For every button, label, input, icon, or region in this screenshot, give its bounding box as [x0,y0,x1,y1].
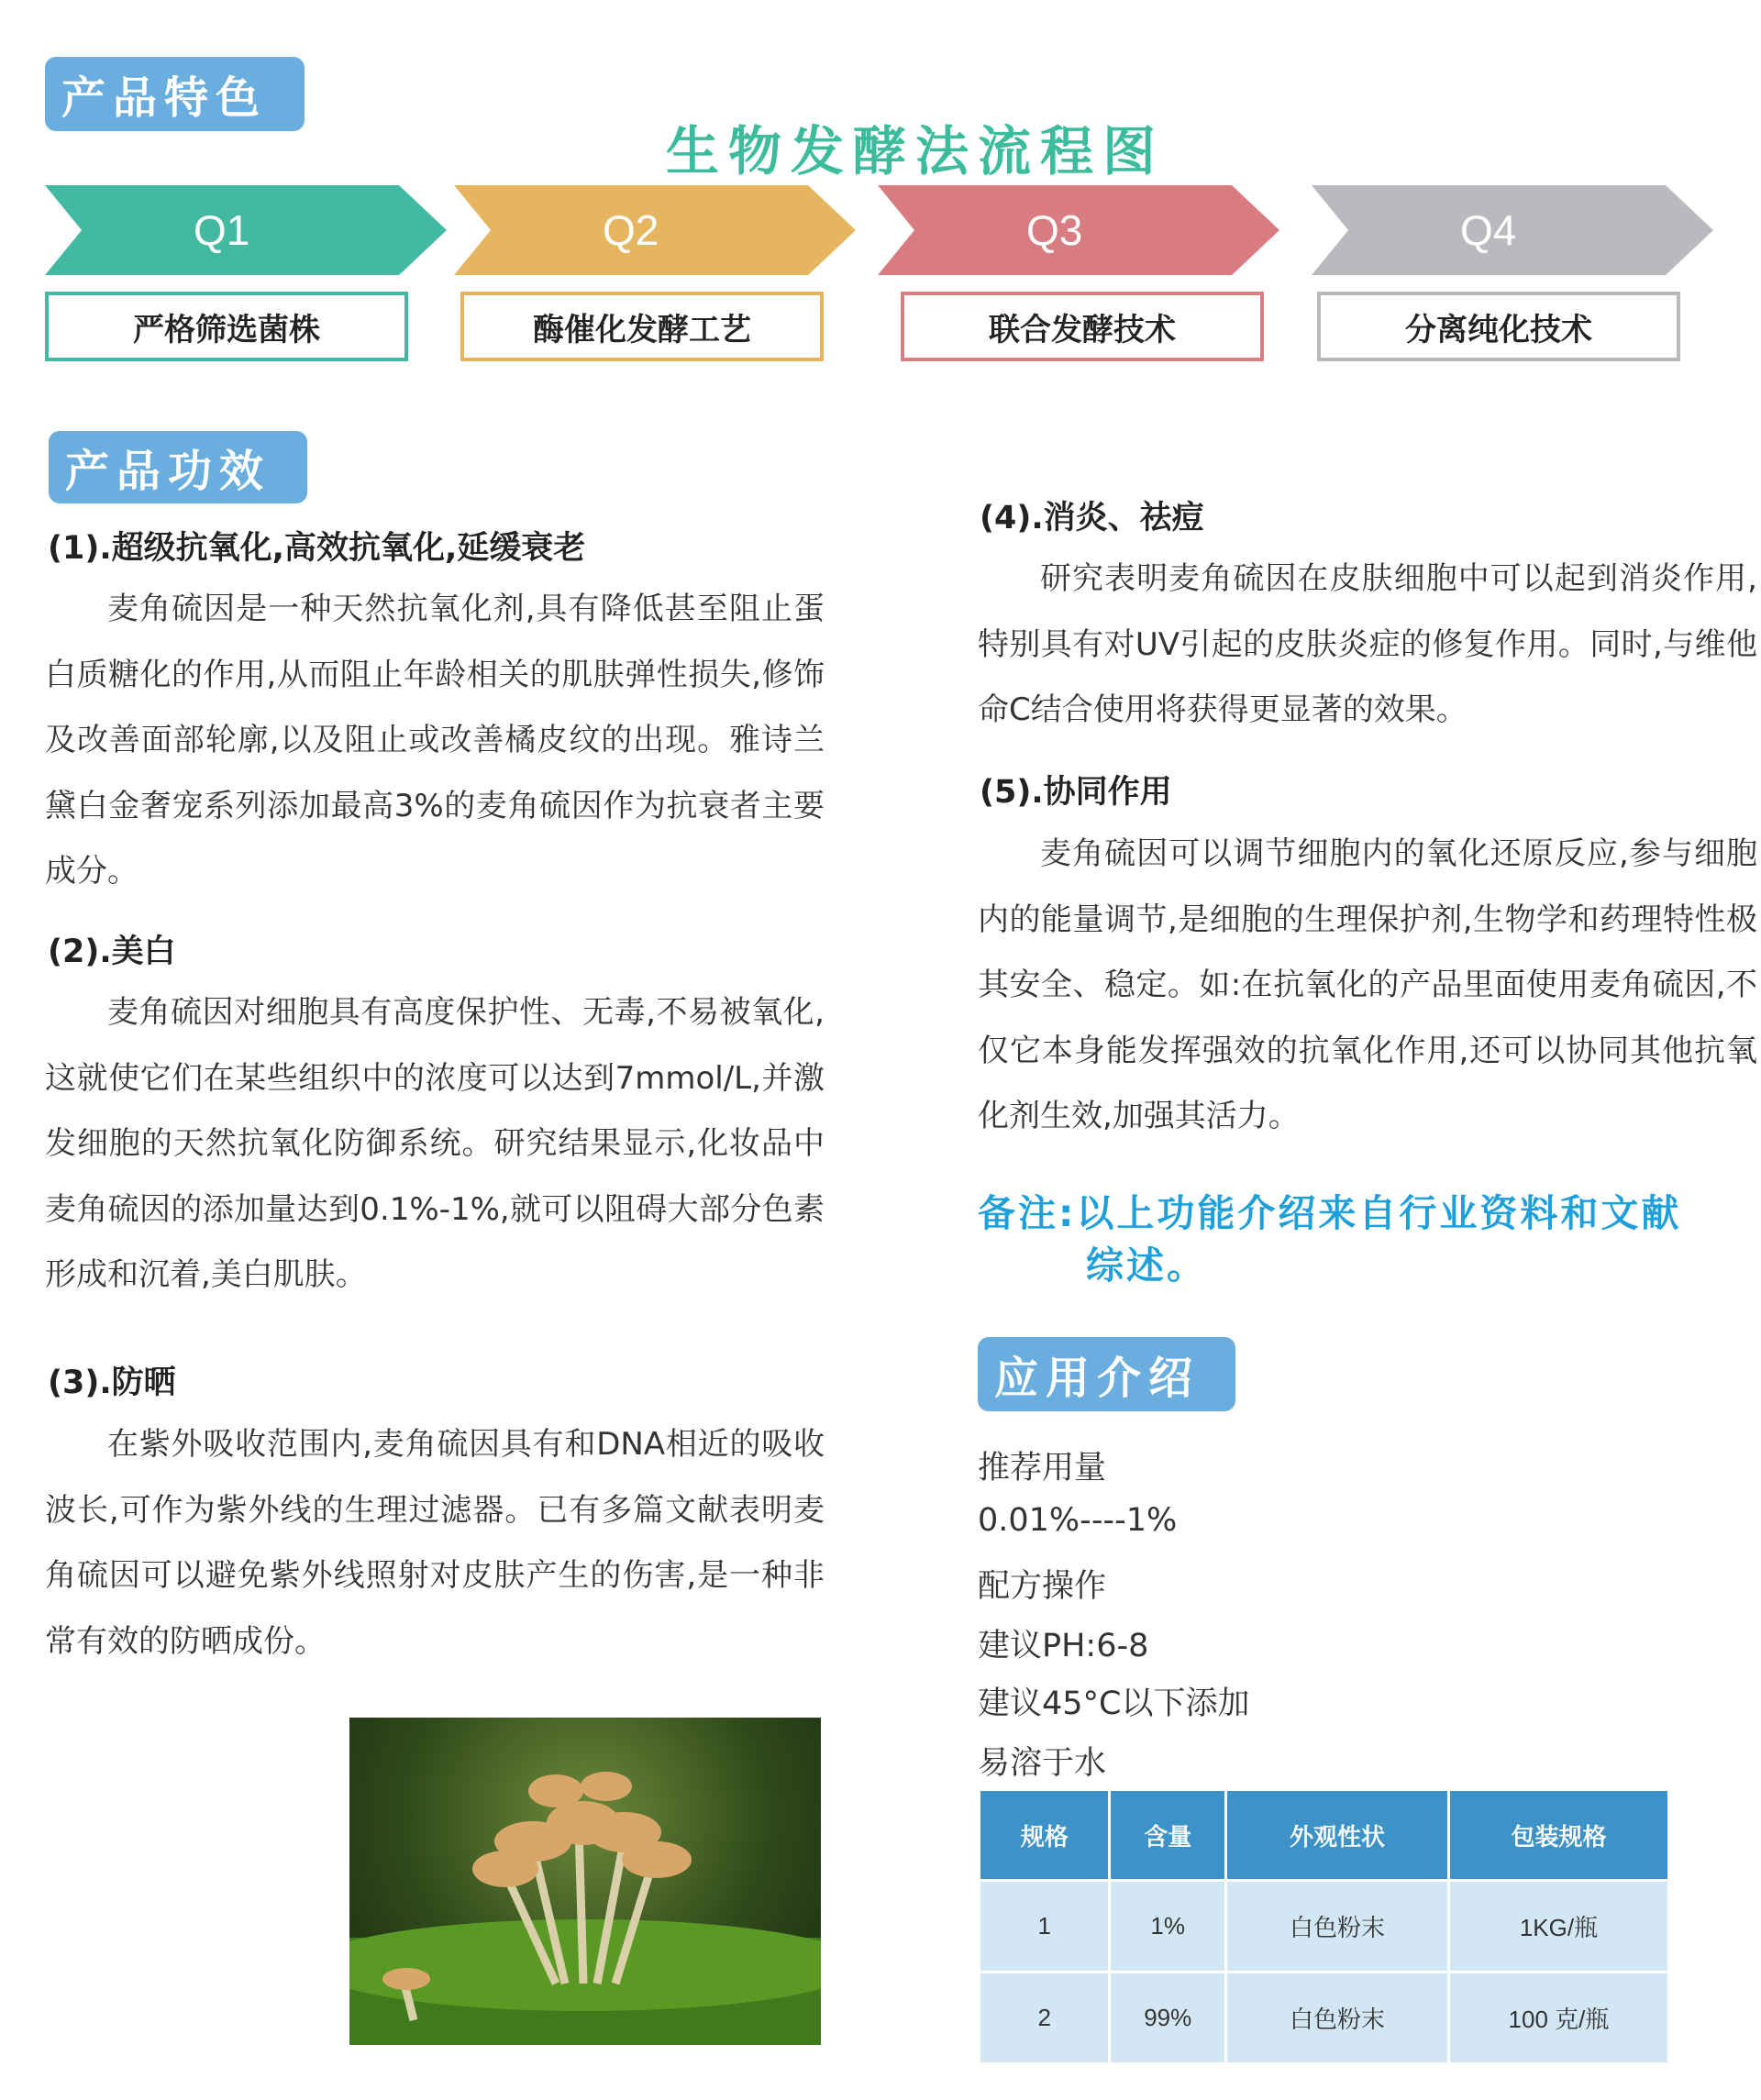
table-header: 规格 [980,1790,1110,1881]
efficacy-heading-4: (4).消炎、祛痘 [980,500,1204,536]
efficacy-heading-3: (3).防晒 [48,1365,176,1401]
flow-step-label: Q1 [194,206,250,254]
flow-step-label: Q2 [603,206,659,254]
flow-step-arrow-4 [1312,185,1713,275]
table-cell: 99% [1110,1973,1226,2064]
flow-step-box-1: 严格筛选菌株 [45,292,408,361]
note-line-2: 综述。 [1086,1243,1207,1288]
application-line: 推荐用量 [978,1450,1107,1487]
application-line: 建议45°C以下添加 [978,1686,1250,1722]
table-cell: 白色粉末 [1226,1881,1449,1973]
note-line-1: 备注:以上功能介绍来自行业资料和文献 [978,1191,1682,1235]
application-line: 0.01%----1% [978,1502,1178,1539]
table-cell: 白色粉末 [1226,1973,1449,2064]
flow-step-arrow-3 [878,185,1279,275]
note [978,1188,1748,1292]
flow-step-label: Q4 [1460,206,1517,254]
table-header: 外观性状 [1226,1790,1449,1881]
table-cell: 1% [1110,1881,1226,1973]
application-line: 建议PH:6-8 [978,1628,1149,1664]
section-badge-application: 应用介绍 [978,1337,1235,1411]
table-header: 含量 [1110,1790,1226,1881]
table-cell: 100 克/瓶 [1448,1973,1668,2064]
table-row [980,1973,1669,2064]
flow-step-arrow-1 [45,185,447,275]
mushroom-photo [349,1718,821,2045]
flow-step-box-3: 联合发酵技术 [901,292,1264,361]
flow-step-box-4: 分离纯化技术 [1317,292,1680,361]
table-row [980,1881,1669,1973]
flow-step-arrow-2 [454,185,856,275]
table-cell: 1KG/瓶 [1448,1881,1668,1973]
section-badge-features: 产品特色 [45,57,305,131]
flow-title: 生物发酵法流程图 [665,120,1165,182]
efficacy-body-2: 麦角硫因对细胞具有高度保护性、无毒,不易被氧化,这就使它们在某些组织中的浓度可以达到7mmol/L,并激发细胞的天然抗氧化防御系统。研究结果显示,化妆品中麦角硫因的添加量达到0.1%-1%,就可以阻碍大部分色素形成和沉着,美白肌肤。 [45,994,825,1294]
section-badge-efficacy: 产品功效 [49,431,307,503]
efficacy-body-3: 在紫外吸收范围内,麦角硫因具有和DNA相近的吸收波长,可作为紫外线的生理过滤器。已有多篇文献表明麦角硫因可以避免紫外线照射对皮肤产生的伤害,是一种非常有效的防晒成份。 [45,1426,825,1660]
efficacy-heading-2: (2).美白 [48,934,176,970]
efficacy-body-1: 麦角硫因是一种天然抗氧化剂,具有降低甚至阻止蛋白质糖化的作用,从而阻止年龄相关的肌肤弹性损失,修饰及改善面部轮廓,以及阻止或改善橘皮纹的出现。雅诗兰黛白金奢宠系列添加最高3%的麦角硫因作为抗衰者主要成分。 [45,591,825,890]
table-cell: 2 [980,1973,1110,2064]
flow-step-box-2: 酶催化发酵工艺 [460,292,824,361]
efficacy-body-4: 研究表明麦角硫因在皮肤细胞中可以起到消炎作用,特别具有对UV引起的皮肤炎症的修复作用。同时,与维他命C结合使用将获得更显著的效果。 [978,560,1757,729]
table-cell: 1 [980,1881,1110,1973]
efficacy-body-5: 麦角硫因可以调节细胞内的氧化还原反应,参与细胞内的能量调节,是细胞的生理保护剂,生物学和药理特性极其安全、稳定。如:在抗氧化的产品里面使用麦角硫因,不仅它本身能发挥强效的抗氧化作用,还可以协同其他抗氧化剂生效,加强其活力。 [978,835,1757,1135]
table-header: 包装规格 [1448,1790,1668,1881]
flow-step-label: Q3 [1026,206,1083,254]
spec-table [978,1788,1670,2065]
efficacy-heading-1: (1).超级抗氧化,高效抗氧化,延缓衰老 [48,530,586,567]
efficacy-heading-5: (5).协同作用 [980,774,1172,811]
application-line: 配方操作 [978,1568,1107,1605]
application-line: 易溶于水 [978,1745,1107,1782]
